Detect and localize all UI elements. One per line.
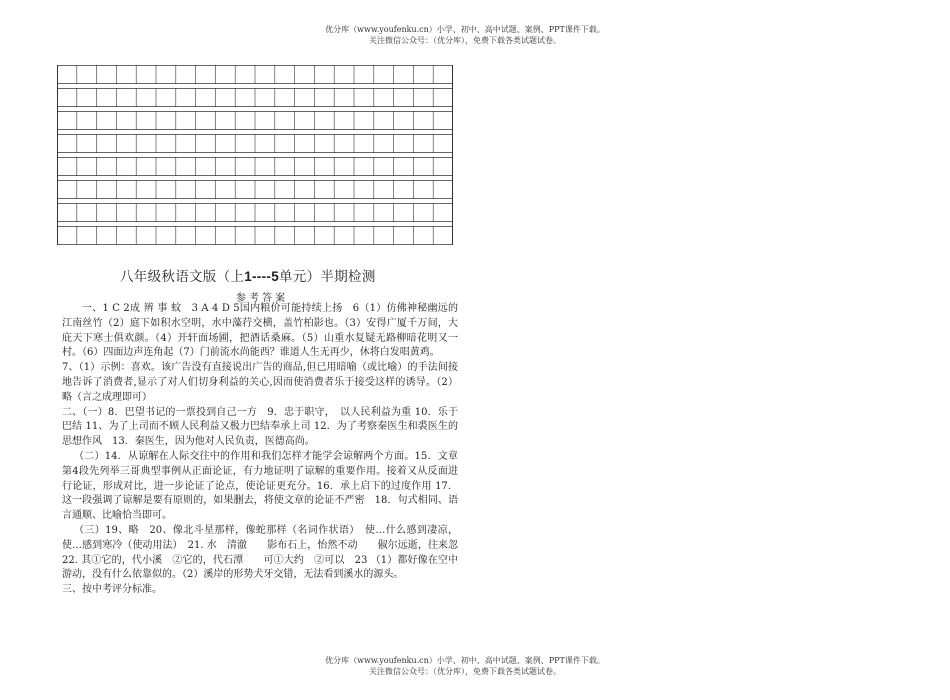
writing-grid xyxy=(57,65,453,245)
answer-paragraph-4: （二）14．从谅解在人际交往中的作用和我们怎样才能学会谅解两个方面。15．文章第4段先列举三哥典型事例从正面论证，有力地证明了谅解的重要作用。接着又从反面进行论证，形成对比，进一步论证了论点，使论证更充分。16．承上启下的过度作用 17．这一段强调了谅解是要有原则的，如果删去，将使文章的论证不严密 18．句式相同、语言通顺、比喻恰当即可。 xyxy=(62,450,458,522)
answer-subtitle: 参考答案 xyxy=(236,293,288,304)
page-header xyxy=(300,24,630,46)
title-suffix: 单元）半期检测 xyxy=(279,269,376,285)
title-range: 1----5 xyxy=(244,269,280,284)
header-line-1: 优分库（www.youfenku.cn）小学、初中、高中试题、案例、PPT课件下载。 xyxy=(325,25,605,34)
page-title xyxy=(120,265,430,285)
footer-line-1: 优分库（www.youfenku.cn）小学、初中、高中试题、案例、PPT课件下载。 xyxy=(325,656,605,665)
answer-paragraph-1: 一、1 C 2成 辨 事 蚊 3 A 4 D 5国内粮价可能持续上扬 6（1）仿佛神秘幽远的江南丝竹（2）庭下如积水空明，水中藻荇交横，盖竹柏影也。（3）安得广厦千万间，大庇天下寒士俱欢颜。（4）开轩面场圃，把酒话桑麻。（5）山重水复疑无路柳暗花明又一村。（6）四面边声连角起（7）门前流水尚能西？谁道人生无再少，休将白发唱黄鸡。 xyxy=(62,303,458,359)
footer-line-2: 关注微信公众号：（优分库），免费下载各类试题试卷。 xyxy=(369,667,561,676)
header-line-2: 关注微信公众号：（优分库），免费下载各类试题试卷。 xyxy=(369,36,561,45)
answer-paragraph-6: 三、按中考评分标准。 xyxy=(62,584,162,596)
title-prefix: 八年级秋语文版（上 xyxy=(120,269,245,285)
answer-paragraph-2: 7、（1）示例：喜欢。该广告没有直接说出广告的商品,但已用暗喻（或比喻）的手法间接地告诉了消费者,显示了对人们切身利益的关心,因而使消费者乐于接受这样的诱导。（2）略（言之成理即可） xyxy=(62,362,458,403)
answer-paragraph-3: 二、（一）8．巴望书记的一票投到自己一方 9．忠于职守， 以人民利益为重 10．乐于巴结 11、为了上司而不顾人民利益又极力巴结奉承上司 12．为了考察秦医生和裘医生的思想作风 13．秦医生，因为他对人民负责，医德高尚。 xyxy=(62,406,458,448)
answer-body xyxy=(62,302,458,598)
answer-paragraph-5: （三）19、略 20、像北斗星那样，像蛇那样（名词作状语） 使…什么感到凄凉，使…感到寒冷（使动用法） 21. 水 清澈 影布石上，怡然不动 俶尔远逝，往来忽 22. 其①它的，代小溪 ②它的，代石潭 可①大约 ②可以 23 （1）都好像在空中游动，没有什么依靠似的。（2）溪岸的形势犬牙交错，无法看到溪水的源头。 xyxy=(62,524,458,581)
page-footer xyxy=(300,655,630,677)
